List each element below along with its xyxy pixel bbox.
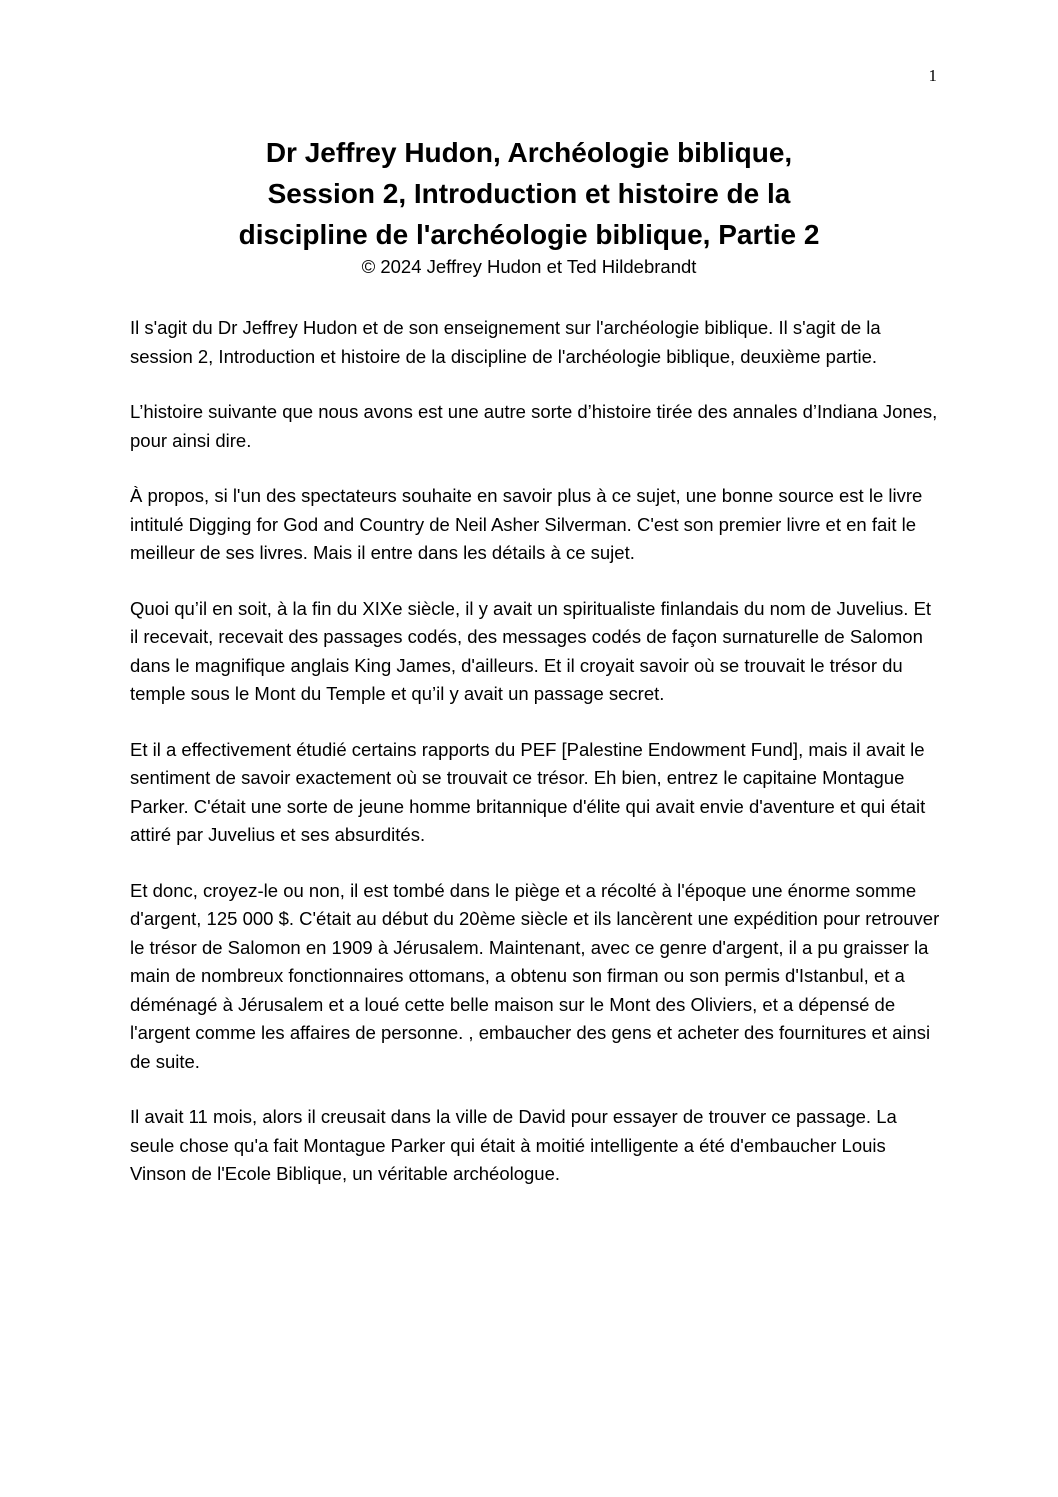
title-line-2: Session 2, Introduction et histoire de la	[267, 178, 791, 209]
paragraph-5: Et il a effectivement étudié certains rapports du PEF [Palestine Endowment Fund], mais il avait le sentiment de savoir exactement où se trouvait ce trésor. Eh bien, entrez le capitaine Montague Parker. C'était une sorte de jeune homme britannique d'élite qui avait envie d'aventure et qui était attiré par Juvelius et ses absurdités.	[130, 738, 926, 845]
page-number: 1	[928, 66, 937, 85]
paragraph-7: Il avait 11 mois, alors il creusait dans la ville de David pour essayer de trouver ce passage. La seule chose qu'a fait Montague Parker qui était à moitié intelligente a été d'embaucher Louis Vinson de l'Ecole Biblique, un véritable archéologue.	[130, 1106, 897, 1184]
paragraph-6: Et donc, croyez-le ou non, il est tombé dans le piège et a récolté à l'époque une énorme somme d'argent, 125 000 $. C'était au début du 20ème siècle et ils lancèrent une expédition pour retrouver le trésor de Salomon en 1909 à Jérusalem. Maintenant, avec ce genre d'argent, il a pu graisser la main de nombreux fonctionnaires ottomans, a obtenu son firman ou son permis d'Istanbul, et a déménagé à Jérusalem et a loué cette belle maison sur le Mont des Oliviers, et a dépensé de l'argent comme les affaires de personne. , embaucher des gens et acheter des fournitures et ainsi de suite.	[130, 879, 940, 1072]
document-body	[130, 314, 940, 1216]
paragraph-2: L’histoire suivante que nous avons est une autre sorte d’histoire tirée des annales d’Indiana Jones, pour ainsi dire.	[130, 401, 938, 451]
copyright-line: © 2024 Jeffrey Hudon et Ted Hildebrandt	[361, 256, 697, 277]
document-header	[60, 132, 998, 279]
title-line-1: Dr Jeffrey Hudon, Archéologie biblique,	[265, 137, 793, 168]
title-line-3: discipline de l'archéologie biblique, Partie 2	[238, 219, 820, 250]
paragraph-3: À propos, si l'un des spectateurs souhaite en savoir plus à ce sujet, une bonne source est le livre intitulé Digging for God and Country de Neil Asher Silverman. C'est son premier livre et en fait le meilleur de ses livres. Mais il entre dans les détails à ce sujet.	[130, 485, 923, 563]
paragraph-4: Quoi qu’il en soit, à la fin du XIXe siècle, il y avait un spiritualiste finlandais du nom de Juvelius. Et il recevait, recevait des passages codés, des messages codés de façon surnaturelle de Salomon dans le magnifique anglais King James, d'ailleurs. Et il croyait savoir où se trouvait le trésor du temple sous le Mont du Temple et qu’il y avait un passage secret.	[130, 597, 932, 704]
paragraph-1: Il s'agit du Dr Jeffrey Hudon et de son enseignement sur l'archéologie biblique. Il s'agit de la session 2, Introduction et histoire de la discipline de l'archéologie biblique, deuxième partie.	[130, 317, 881, 367]
